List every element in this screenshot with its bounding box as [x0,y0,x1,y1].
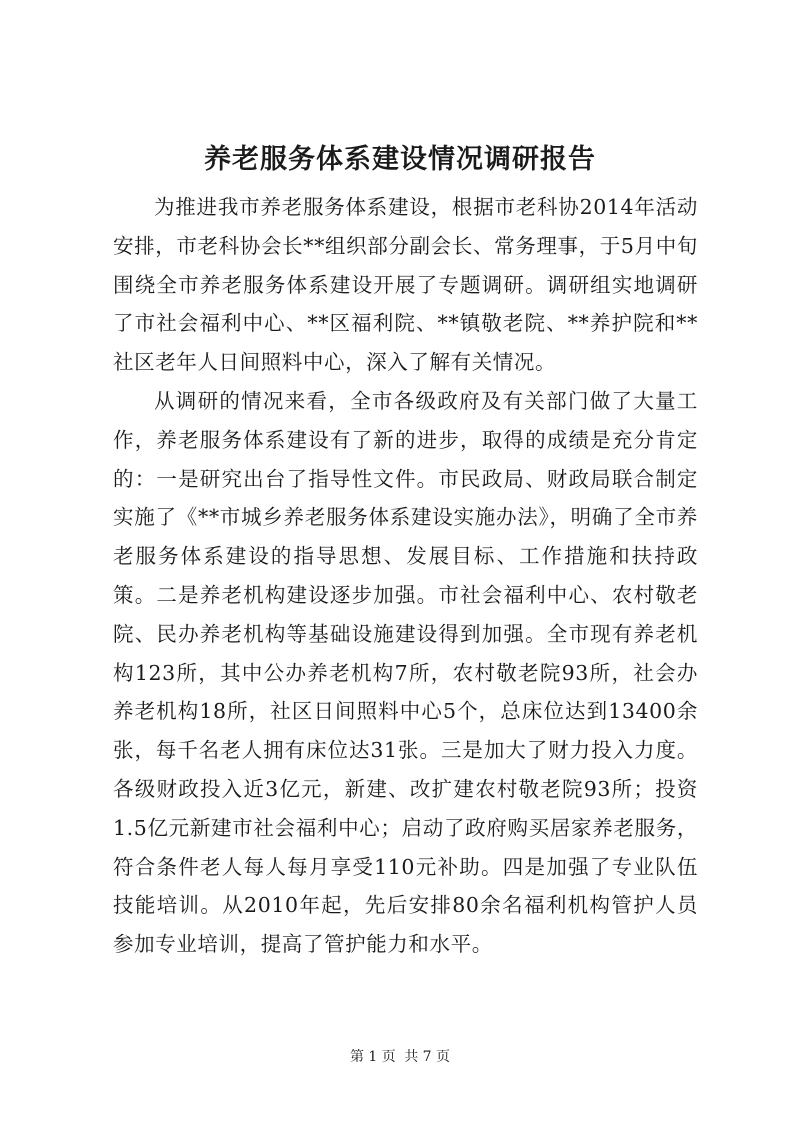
page-total: 共 7 页 [404,1049,451,1065]
document-title: 养老服务体系建设情况调研报告 [204,144,596,175]
page-footer [0,1046,800,1066]
document-body [113,188,698,964]
paragraph-1: 为推进我市养老服务体系建设，根据市老科协2014年活动安排，市老科协会长**组织部分副会长、常务理事，于5月中旬围绕全市养老服务体系建设开展了专题调研。调研组实地调研了市社会福利中心、**区福利院、**镇敬老院、**养护院和**社区老年人日间照料中心，深入了解有关情况。 [113,195,698,375]
paragraph-2: 从调研的情况来看，全市各级政府及有关部门做了大量工作，养老服务体系建设有了新的进步，取得的成绩是充分肯定的：一是研究出台了指导性文件。市民政局、财政局联合制定实施了《**市城乡养老服务体系建设实施办法》，明确了全市养老服务体系建设的指导思想、发展目标、工作措施和扶持政策。二是养老机构建设逐步加强。市社会福利中心、农村敬老院、民办养老机构等基础设施建设得到加强。全市现有养老机构123所，其中公办养老机构7所，农村敬老院93所，社会办养老机构18所，社区日间照料中心5个，总床位达到13400余张，每千名老人拥有床位达31张。三是加大了财力投入力度。各级财政投入近3亿元，新建、改扩建农村敬老院93所；投资1.5亿元新建市社会福利中心；启动了政府购买居家养老服务，符合条件老人每人每月享受110元补助。四是加强了专业队伍技能培训。从2010年起，先后安排80余名福利机构管护人员参加专业培训，提高了管护能力和水平。 [113,388,698,957]
page-number: 第 1 页 [349,1049,396,1065]
